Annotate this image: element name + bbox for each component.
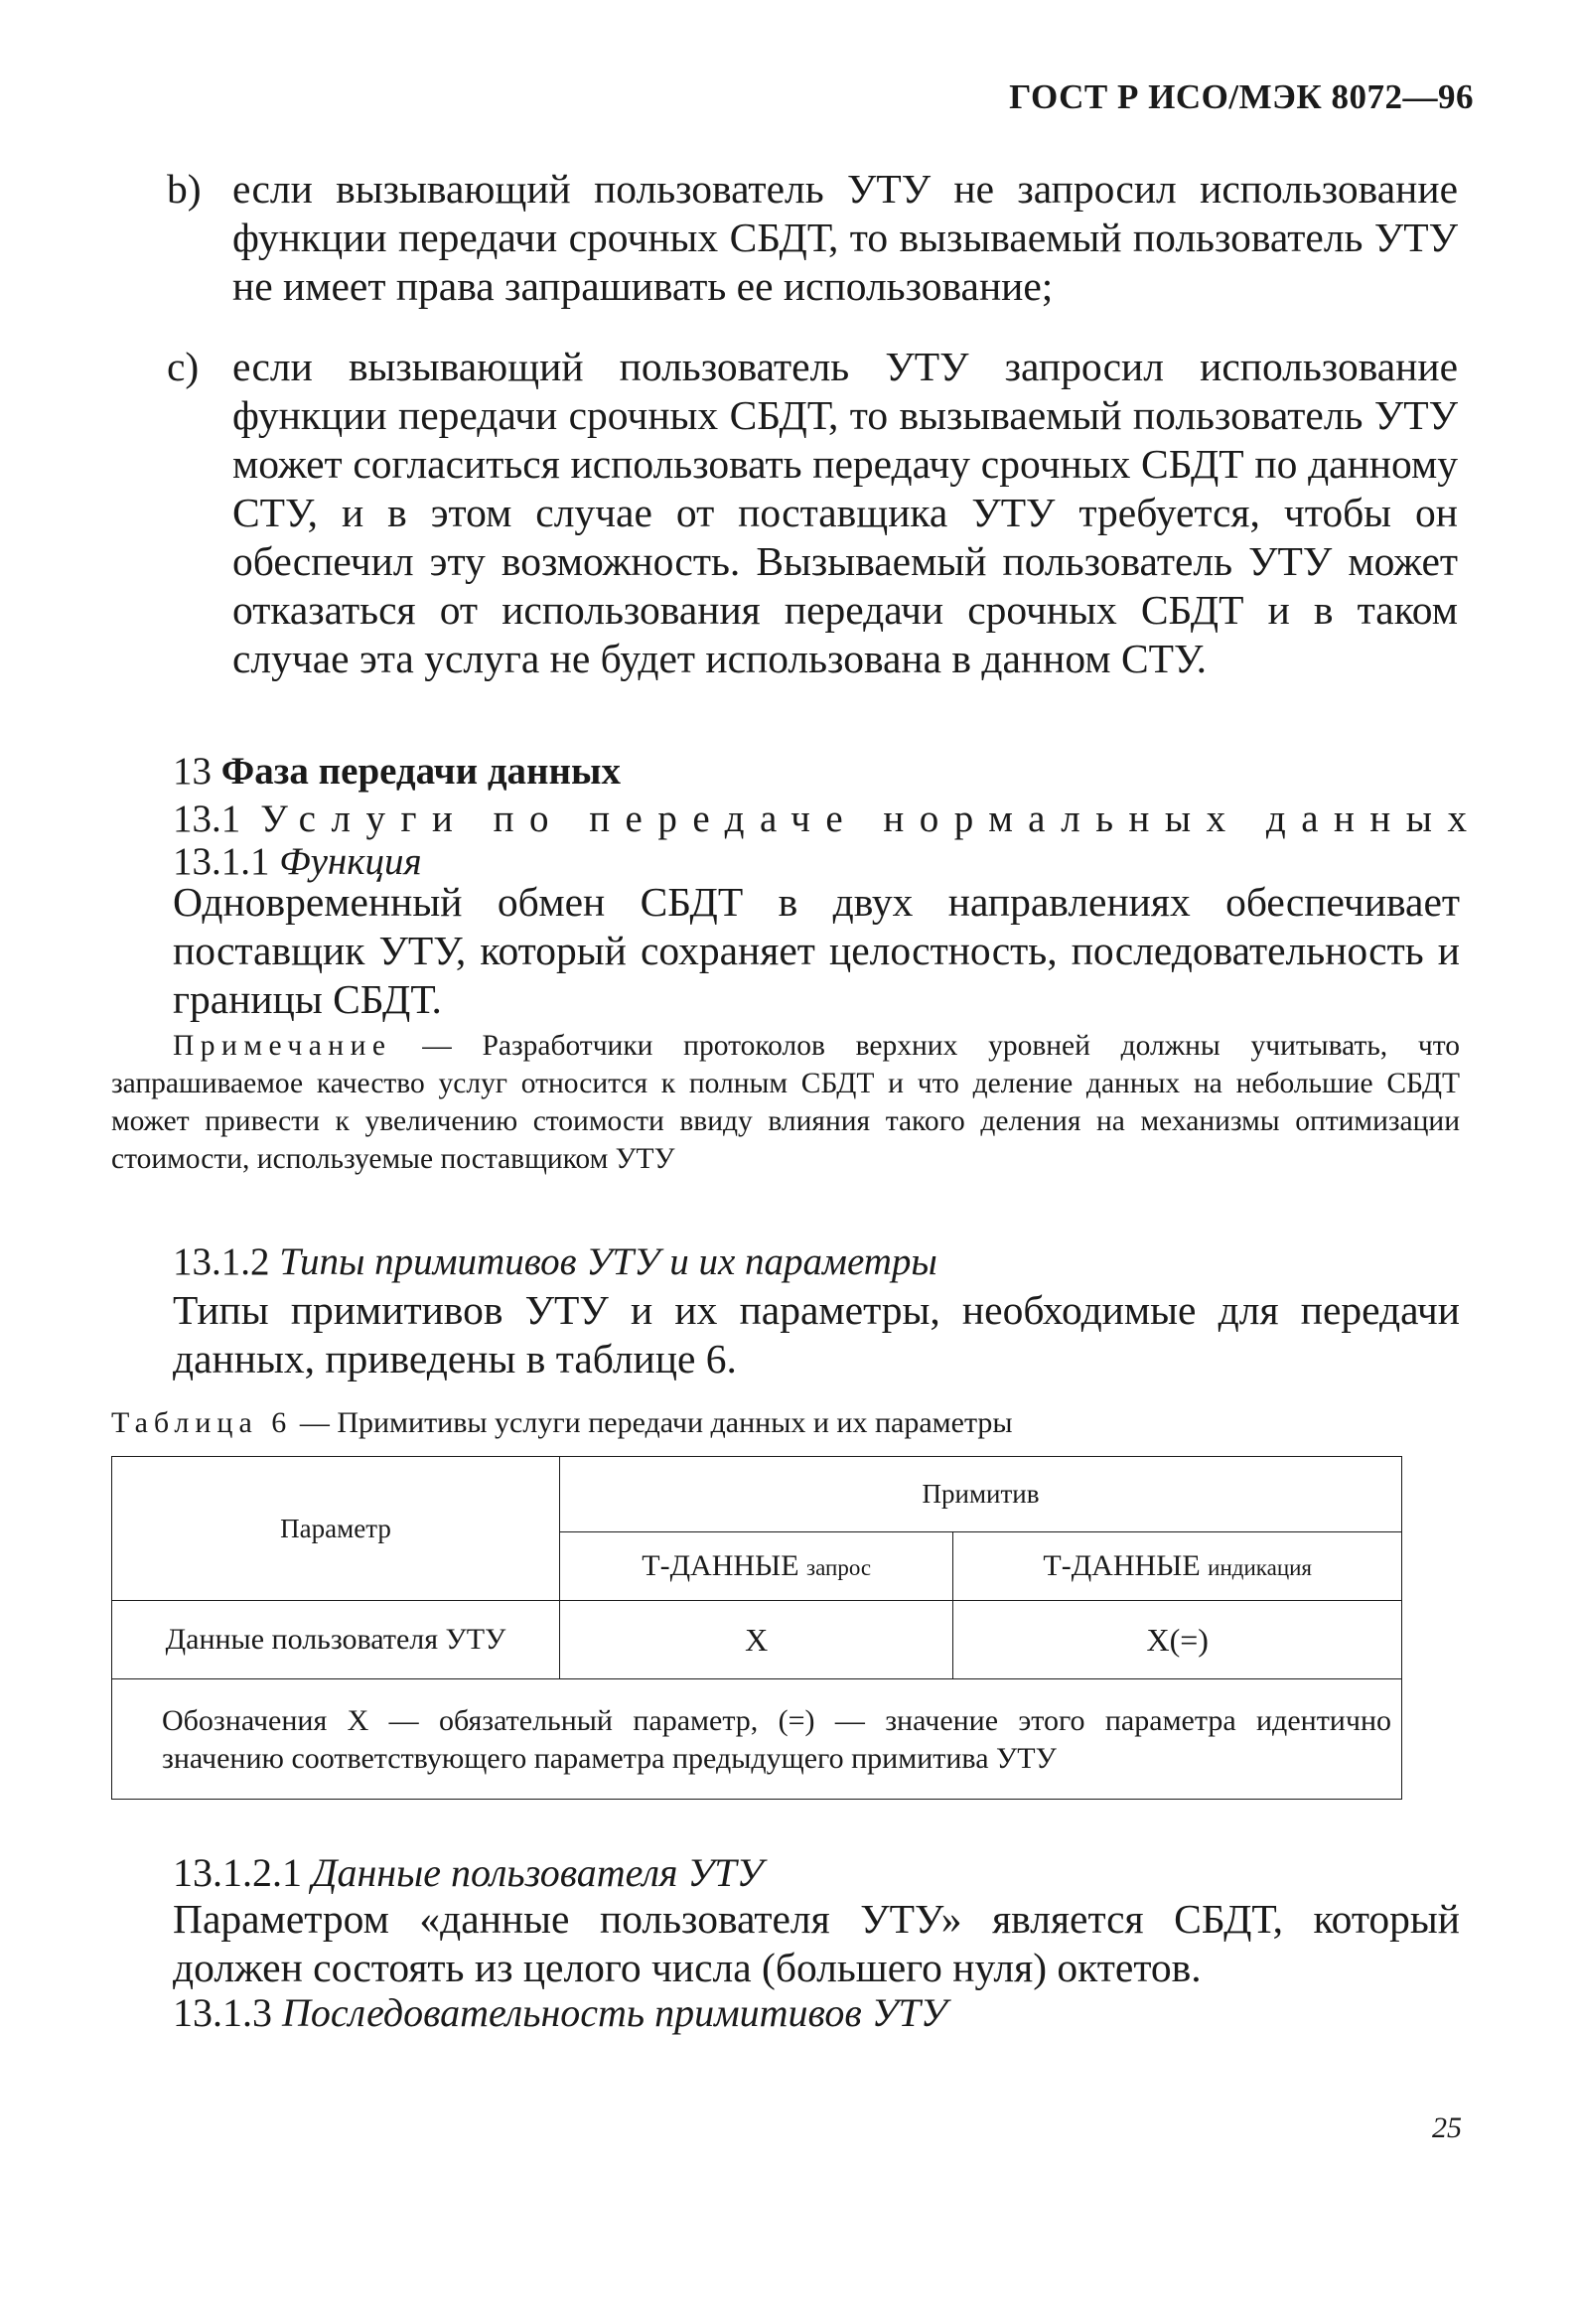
section-title: Типы примитивов УТУ и их параметры: [279, 1240, 937, 1283]
header-primitive: Примитив: [560, 1457, 1402, 1532]
section-title: Функция: [279, 840, 422, 883]
page-number: 25: [1432, 2111, 1462, 2144]
section-heading-13-1: [173, 797, 1483, 841]
table-caption: [111, 1406, 1013, 1440]
table-header-row: [112, 1457, 1402, 1532]
section-number: 13.1.2: [173, 1240, 270, 1283]
section-heading-13: [173, 749, 621, 794]
list-item-text: если вызывающий пользователь УТУ запросил использование функции передачи срочных СБДТ, то вызываемый пользователь УТУ может согласиться использовать передачу срочных СБДТ по данному СТУ, и в этом случае от поставщика УТУ требуется, чтобы он обеспечил эту возможность. Вызываемый пользователь УТУ может отказаться от использования передачи срочных СБДТ и в таком случае эта услуга не будет использована в данном СТУ.: [232, 344, 1458, 681]
table-row: [112, 1601, 1402, 1679]
table-6: [111, 1456, 1402, 1800]
section-title: Фаза передачи данных: [220, 750, 621, 793]
section-title: Данные пользователя УТУ: [312, 1850, 764, 1895]
table-footnote: Обозначения X — обязательный параметр, (=) — значение этого параметра идентично значению соответствующего параметра предыдущего примитива УТУ: [112, 1679, 1402, 1800]
row-label: Данные пользователя УТУ: [112, 1601, 560, 1679]
section-number: 13: [173, 750, 212, 793]
section-title: Последовательность примитивов УТУ: [282, 1990, 947, 2035]
section-number: 13.1.3: [173, 1990, 272, 2035]
header-param: Параметр: [112, 1457, 560, 1601]
table-caption-label: Таблица 6: [111, 1406, 293, 1439]
list-marker: b): [167, 166, 202, 212]
paragraph-user-data: Параметром «данные пользователя УТУ» является СБДТ, который должен состоять из целого числа (большего нуля) октетов.: [173, 1896, 1460, 1990]
subheader-request: Т-ДАННЫЕ запрос: [560, 1531, 953, 1600]
section-title: Услуги по передаче нормальных данных: [260, 798, 1483, 840]
section-number: 13.1: [173, 798, 241, 840]
list-item: [167, 343, 1458, 683]
list-marker: c): [167, 344, 200, 389]
table-footnote-row: [112, 1679, 1402, 1800]
section-heading-13-1-2: [173, 1239, 937, 1284]
table-caption-text: — Примитивы услуги передачи данных и их параметры: [292, 1406, 1013, 1439]
paragraph-function: Одновременный обмен СБДТ в двух направлениях обеспечивает поставщик УТУ, который сохраняет целостность, последовательность и границы СБДТ.: [173, 879, 1460, 1022]
section-heading-13-1-2-1: [173, 1849, 764, 1896]
list-item-text: если вызывающий пользователь УТУ не запросил использование функции передачи срочных СБДТ, то вызываемый пользователь УТУ не имеет права запрашивать ее использование;: [232, 166, 1458, 309]
document-header: ГОСТ Р ИСО/МЭК 8072—96: [1009, 77, 1474, 116]
section-heading-13-1-3: [173, 1989, 947, 2036]
paragraph-types: Типы примитивов УТУ и их параметры, необходимые для передачи данных, приведены в таблице 6.: [173, 1287, 1460, 1381]
note-text: — Разработчики протоколов верхних уровней должны учитывать, что запрашиваемое качество услуг относится к полным СБДТ и что деление данных на небольшие СБДТ может привести к увеличению стоимости ввиду влияния такого деления на механизмы оптимизации стоимости, используемые поставщиком УТУ: [111, 1030, 1460, 1175]
cell-indication: X(=): [953, 1601, 1402, 1679]
subheader-indication: Т-ДАННЫЕ индикация: [953, 1531, 1402, 1600]
list-item: [167, 165, 1458, 311]
note-label: Примечание: [173, 1030, 392, 1062]
section-number: 13.1.2.1: [173, 1850, 302, 1895]
note: [111, 1027, 1460, 1178]
cell-request: X: [560, 1601, 953, 1679]
section-number: 13.1.1: [173, 840, 270, 883]
